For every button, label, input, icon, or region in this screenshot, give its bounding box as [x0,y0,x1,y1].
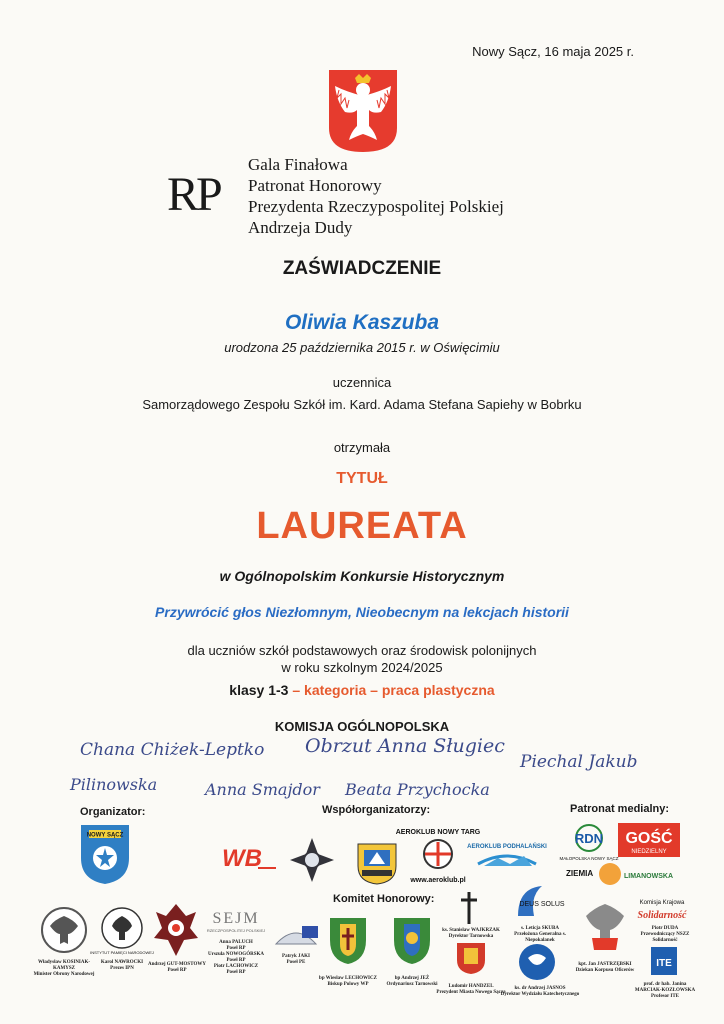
caption-line: Ludomir HANDZEL [448,984,494,989]
nowy-sacz-coat-of-arms-icon [454,940,488,976]
caption-line: Poseł RP [226,958,246,963]
caption-line: MARCIAK-KOZŁOWSKA [634,988,696,993]
ite-text: ITE [656,958,672,969]
rp-monogram: RP [167,168,220,221]
ite-logo-icon [650,946,678,976]
aeroklub-url-text: www.aeroklub.pl [410,877,466,884]
podhalanski-text: AEROKLUB PODHALAŃSKI [467,844,547,850]
document-title: ZAŚWIADCZENIE [282,258,442,279]
honorary-caption [94,960,150,972]
caption-line: Ordynariusz Tarnowski [386,982,438,987]
ipn-logo-icon [90,904,154,956]
caption-line: Urszula NOWOGÓRSKA [208,952,264,957]
caption-line: s. Leticja SKUBA [521,926,559,931]
military-unit-crest-icon [352,836,402,886]
received-word: otrzymała [333,440,391,455]
caption-line: Karol NAWROCKI [100,960,144,965]
honorary-caption [206,940,266,976]
caption-line: Andrzej GUT-MOSTOWY [148,962,206,967]
honorary-committee-label: Komitet Honorowy: [333,893,435,905]
tarnow-bishop-coat-of-arms-icon [386,914,438,966]
caption-line: Poseł RP [226,970,246,975]
sejm-sub-text: RZECZPOSPOLITEJ POLSKIEJ [206,928,266,933]
birth-info: urodzona 25 października 2015 r. w Oświęcimiu [224,340,500,355]
solidarnosc-logo-icon [636,896,688,926]
gala-line: Patronat Honorowy [248,176,382,195]
caption-line: Prezydent Miasta Nowego Sącza [436,990,506,995]
deus-solus-logo-icon [512,882,565,922]
recipient-name: Oliwia Kaszuba [284,311,440,334]
signature: Piechal Jakub [520,752,638,772]
honorary-patronage-block [248,154,504,238]
wb-text: WB [222,845,262,872]
gala-line: Andrzeja Dudy [248,218,353,237]
signature: Pilinowska [70,775,158,794]
wydzial-katechetyczny-logo-icon [516,942,558,982]
caption-line: Piotr DUDA [651,926,679,931]
contest-motto: Przywrócić głos Niezłomnym, Nieobecnym na lekcjach historii [155,604,569,620]
cross-icon [456,890,482,926]
ziemia-limanowska-logo-icon [566,860,680,888]
honorary-caption [500,986,580,998]
caption-line: Poseł PE [286,960,306,965]
polish-eagle-emblem-icon [327,68,399,154]
caption-line: Minister Obrony Narodowej [33,972,95,977]
gosc-sub-text: NIEDZIELNY [631,849,667,855]
caption-line: Poseł RP [167,968,187,973]
honorary-caption [434,984,508,996]
signature: Beata Przychocka [345,780,490,799]
honorary-caption [628,982,702,1000]
media-patronage-label: Patronat medialny: [570,803,670,815]
signature: Anna Smajdor [205,780,320,799]
issue-date: Nowy Sącz, 16 maja 2025 r. [472,44,634,59]
mon-eagle-logo-icon [40,904,88,956]
honorary-caption [500,926,580,944]
aeroklub-text: AEROKLUB NOWY TARG [395,829,481,836]
caption-line: Patryk JAKI [282,954,310,959]
caption-line: Władysław KOSINIAK-KAMYSZ [37,960,91,971]
gala-line: Prezydenta Rzeczypospolitej Polskiej [248,197,504,216]
school-year-line: w roku szkolnym 2024/2025 [281,660,443,675]
caption-line: Profesor ITE [650,994,679,999]
honorary-caption [146,962,208,974]
limanowska-text: LIMANOWSKA [624,873,673,880]
signature: Chana Chiżek-Leptko [80,740,265,760]
caption-line: Poseł RP [226,946,246,951]
caption-line: Biskup Polowy WP [327,982,369,987]
deus-text: DEUS SOLUS [519,901,565,908]
caption-line: Dyrektor Tarnowska [448,934,494,939]
contest-name: w Ogólnopolskim Konkursie Historycznym [219,568,505,584]
rdn-text: RDN [574,831,604,846]
gala-line: Gala Finałowa [248,155,348,174]
title-word: TYTUŁ [336,470,388,487]
category-name: – kategoria – praca plastyczna [288,682,495,698]
caption-line: Anna PALUCH [219,940,253,945]
ziemia-text: ZIEMIA [566,869,594,878]
aeroklub-logo-icon [395,822,481,886]
coorganizers-label: Współorganizatorzy: [322,804,431,816]
european-parliament-logo-icon [272,920,320,950]
rdn-sub-text: MAŁOPOLSKA NOWY SĄCZ [559,856,619,861]
caption-line: bp Wiesław LECHOWICZ [319,976,377,981]
officer-corps-eagle-icon [580,898,630,958]
honorary-caption [434,928,508,940]
bishop-coat-of-arms-icon [322,914,374,966]
solidarnosc-text: Solidarność [637,910,687,921]
caption-line: ks. dr Andrzej JASNOS [514,986,566,991]
caption-line: Przełożona Generalna s. Niepokalanek [514,932,566,943]
honorary-caption [574,962,636,974]
honorary-caption [314,976,382,988]
gosc-text: GOŚĆ [625,830,673,847]
audience-line: dla uczniów szkół podstawowych oraz środowisk polonijnych [187,643,537,658]
caption-line: bp Andrzej JEŻ [394,976,430,981]
honorary-caption [274,954,318,966]
laureate-title: LAUREATA [256,505,468,547]
honorary-caption [632,926,698,944]
caption-line: Piotr LACHOWICZ [213,964,259,969]
school-name: Samorządowego Zespołu Szkół im. Kard. Adama Stefana Sapiehy w Bobrku [142,397,582,412]
school-shield-logo-icon [78,822,132,886]
caption-line: kpt. Jan JASTRZĘBSKI [578,962,632,967]
aeroklub-podhalanski-logo-icon [467,838,547,878]
commission-heading: KOMISJA OGÓLNOPOLSKA [274,719,450,734]
ipn-text: INSTYTUT PAMIĘCI NARODOWEJ [90,950,154,955]
folk-pattern-logo-icon [152,902,200,958]
category-line [0,682,724,698]
signature: Obrzut Anna Sługiec [305,735,505,757]
caption-line: Dyrektor Wydziału Katechetycznego [500,992,580,997]
sejm-text: SEJM [212,910,260,927]
caption-line: Prezes IPN [110,966,134,971]
honorary-caption [28,960,100,978]
caption-line: prof. dr hab. Janina [643,982,687,987]
caption-line: Dziekan Korpusu Oficerów [575,968,635,973]
caption-line: Przewodniczący NSZZ Solidarność [640,932,690,943]
sejm-logo-icon [205,905,267,935]
cross-emblem-logo-icon [288,836,336,884]
solidarnosc-line-text: Komisja Krajowa [639,900,685,906]
caption-line: ks. Stanisław WAJKRZAK [442,928,500,933]
grade-range: klasy 1-3 [229,682,289,698]
gosc-niedzielny-logo-icon [618,823,680,857]
wb-logo-icon [220,842,278,874]
organizer-label: Organizator: [80,806,146,818]
shield-text: NOWY SĄCZ [86,832,124,839]
student-word: uczennica [332,375,392,390]
